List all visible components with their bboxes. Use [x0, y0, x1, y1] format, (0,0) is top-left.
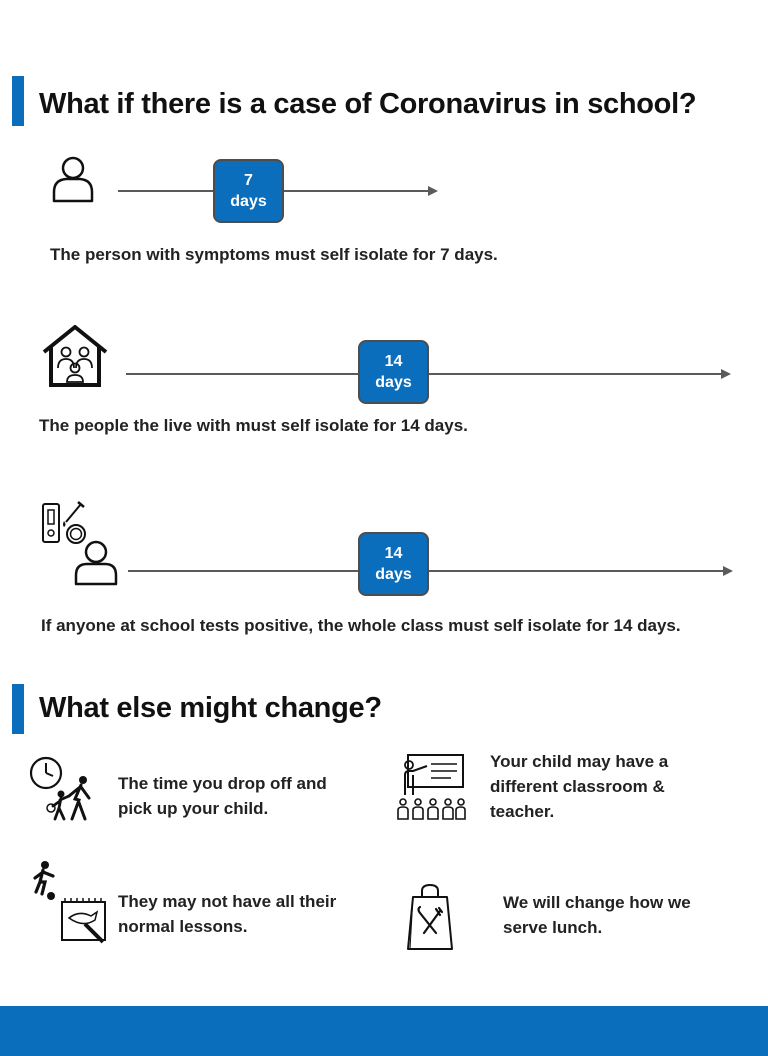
- arrowhead: [723, 566, 733, 576]
- days-unit: days: [375, 374, 412, 391]
- footer-bar: [0, 1006, 768, 1056]
- days-number: 7: [244, 172, 253, 189]
- person-icon: [51, 154, 95, 204]
- days-unit: days: [230, 193, 267, 210]
- test-kit-icon: [40, 498, 120, 586]
- change-item-text: Your child may have a different classroom & teacher.: [490, 752, 669, 821]
- change-item-text: They may not have all their normal lessons.: [118, 892, 337, 936]
- classroom-icon: [395, 753, 465, 821]
- days-unit: days: [375, 566, 412, 583]
- row-caption: The person with symptoms must self isolate for 7 days.: [50, 245, 498, 264]
- household-icon: [41, 324, 109, 388]
- arrowhead: [721, 369, 731, 379]
- change-item-text: The time you drop off and pick up your child.: [118, 774, 327, 818]
- lessons-icon: [31, 860, 107, 944]
- days-box: [358, 340, 429, 404]
- section-accent-bar: [12, 76, 24, 126]
- clock-family-icon: [28, 756, 96, 822]
- days-number: 14: [384, 353, 403, 370]
- days-box: [358, 532, 429, 596]
- section-accent-bar: [12, 684, 24, 734]
- row-caption: The people the live with must self isolate for 14 days.: [39, 416, 468, 435]
- days-number: 14: [384, 545, 403, 562]
- row-caption: If anyone at school tests positive, the whole class must self isolate for 14 days.: [41, 616, 681, 635]
- lunch-bag-icon: [406, 883, 454, 951]
- arrowhead: [428, 186, 438, 196]
- change-item-text: We will change how we serve lunch.: [503, 893, 691, 937]
- section-2-title: What else might change?: [39, 692, 382, 724]
- days-box: [213, 159, 284, 223]
- section-1-title: What if there is a case of Coronavirus in school?: [39, 88, 697, 120]
